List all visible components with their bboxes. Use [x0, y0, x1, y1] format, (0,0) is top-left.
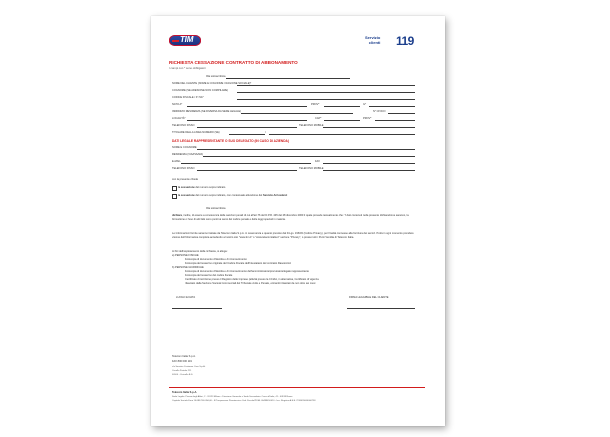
return-line-2: Casella Postale 211 [172, 370, 192, 372]
prov2-label: PROV* [363, 117, 372, 120]
return-line-1: c/o Servizio Customer Care S.p.A. [172, 366, 206, 368]
cap-field[interactable] [324, 120, 360, 121]
return-line-3: 00100 - Cinisello B.S. [172, 374, 194, 376]
declaration-text: , inoltre, di essere a conoscenza delle sanzioni penali di cui all'art.76 del D.P.R. 445 del 28 dicembre 2000 il quale prevede testualmente che: "I dati contenuti nella presente dichiarazione saranno, la formazione o l'uso di atti falsi sono puniti ai sensi del codice penale e delle leggi speciali in materia. [172, 214, 409, 221]
service-label [365, 36, 380, 45]
option-arrivederci-rest: del numero sopra indicato, con contestuale attivazione del [195, 194, 263, 197]
born-at-field[interactable] [187, 106, 307, 107]
footer-line-1: Sede Legale: Piazza degli Affari, 2 - 20123 Milano - Direzione Generale e Sede Secondaria: Corso d'Italia, 41 - 00198 Roma [172, 396, 293, 398]
line-owner-label: TITOLARE DELLA LINEA NUMERO (SE) [172, 131, 220, 134]
signature-label: FIRMA LEGGIBILE DEL CLIENTE [349, 296, 389, 299]
place-date-label: LUOGO E DATA [176, 296, 196, 299]
legal-attach-1: Fotocopia di documento d'identità e di riconoscimento dell'amministratore/procuratore/legale rappresentante [185, 270, 309, 273]
rep-name-label: NOME E COGNOME [172, 146, 197, 149]
natural-attach-1: Fotocopia di documento d'identità e di riconoscimento [185, 258, 247, 261]
place-date-field[interactable] [172, 308, 222, 309]
line-owner-field-2[interactable] [269, 134, 415, 135]
service-number: 119 [396, 34, 414, 48]
rep-phone-label: TELEFONO FISSO [172, 167, 195, 170]
rep-name-field[interactable] [197, 149, 415, 150]
birth-date-field[interactable] [369, 106, 415, 107]
phone-label: TELEFONO FISSO [172, 124, 195, 127]
footer-divider [169, 387, 425, 388]
address-field[interactable] [241, 113, 353, 114]
rep-phone-field[interactable] [197, 170, 297, 171]
logo-stripe [172, 40, 179, 42]
address-label: INDIRIZZO RESIDENZA (SE DIVERSA DA SEDE LEGALE) [172, 110, 242, 113]
cap-label: CAP* [315, 117, 322, 120]
legal-persons-header: b) PERSONE GIURIDICHE [172, 266, 204, 269]
rep-mobile-label: TELEFONO MOBILE [299, 167, 324, 170]
city-field[interactable] [187, 120, 307, 121]
line-owner-field-1[interactable] [229, 134, 265, 135]
rep-email-label: E-MAIL [172, 160, 181, 163]
intro-line [226, 78, 350, 79]
civic-label: N° CIVICO [373, 110, 386, 113]
prov-label: PROV* [311, 103, 320, 106]
civic-field[interactable] [388, 113, 415, 114]
option-arrivederci-checkbox[interactable] [172, 194, 177, 199]
option-cessation-checkbox[interactable] [172, 186, 177, 191]
return-fax: FAX 800 000 119 [172, 360, 192, 363]
customer-name-label: NOME DEL CLIENTE (NOME E COGNOME / RAGIONE SOCIALE)* [172, 82, 252, 85]
fiscal-code-label: CODICE FISCALE / P. IVA* [172, 96, 204, 99]
document-page [151, 16, 445, 426]
service-label-line-2: clienti [368, 39, 381, 45]
option-cessation-text [178, 186, 225, 189]
rep-residence-field[interactable] [203, 156, 415, 157]
return-company: Telecom Italia S.p.A. [172, 355, 196, 358]
declaration-verb: dichiara [172, 214, 182, 217]
tim-logo [169, 35, 201, 46]
natural-attach-2: Fotocopia del tesserino originale del Codice Fiscale dell'intestatario del contratto Rasoiocicci [185, 262, 292, 265]
legal-attach-2: Fotocopia del tesserino del codice fiscale [185, 274, 233, 277]
option-arrivederci-bold: la cessazione [178, 194, 195, 197]
option-arrivederci-text [178, 194, 287, 197]
customer-intro: Il/la sottoscritto/a [206, 75, 226, 78]
attachments-intro: Ai fini dell'espletamento della richiesta, si allega: [172, 250, 228, 253]
customer-birth-label: COGNOME (SE ADESIONE NON COMPILARE) [172, 89, 229, 92]
birth-date-label: IL* [363, 103, 367, 106]
declaration-intro: Il/la sottoscritto/a [206, 207, 226, 210]
rep-mobile-field[interactable] [323, 170, 415, 171]
customer-name-field[interactable] [237, 85, 415, 86]
rep-fax-field[interactable] [323, 163, 415, 164]
option-cessation-rest: del numero sopra indicato [195, 186, 226, 189]
arrivederci-service-name: Servizio Arrivederci [262, 194, 288, 197]
legal-attach-3: Certificato di iscrizione presso il Registro delle Imprese (attività presso la CCIAA, in alternativa, Certificato di vigenza [185, 278, 319, 281]
rep-residence-label: RESIDENZA (VIA/PIAZZA) [172, 153, 204, 156]
request-intro: con la presente chiede [172, 178, 199, 181]
service-label-line-1: Servizio [365, 35, 381, 40]
form-title: RICHIESTA CESSAZIONE CONTRATTO DI ABBONAMENTO [169, 60, 298, 65]
mobile-label: TELEFONO MOBILE [299, 124, 324, 127]
footer-company: Telecom Italia S.p.A. [172, 391, 198, 394]
representative-section-title: DATI LEGALE RAPPRESENTANTE O SUO DELEGATO (IN CASO DI AZIENDA) [172, 139, 289, 143]
declaration-paragraph [172, 214, 414, 222]
privacy-paragraph: Le Informazioni fornite saranno trattate da Telecom Italia S.p.A. in osservanza e quanto previsto dal D.Lgs. 196/03 (Codice Privacy), per finalità connesse alla fornitura dei servizi. Potrà in ogni momento prendere visione dell'informativa completa accedendo al nostro sito "www.tim.it" o "www.telecomitalia.it" sezione "Privacy", o presso tutti i Punti Vendita di Telecom Italia. [172, 232, 414, 239]
option-cessation-bold: la cessazione [178, 186, 195, 189]
legal-attach-4: rilasciato dalla Sezione Società Commerciali del Tribunale civile e Penale, entrambi rilasciati da non oltre sei mesi [185, 282, 316, 285]
rep-email-field[interactable] [181, 163, 311, 164]
born-at-label: NATO A* [172, 103, 183, 106]
form-subtitle: I campi con * sono obbligatori [169, 66, 206, 70]
signature-field[interactable] [347, 308, 415, 309]
prov-field[interactable] [324, 106, 360, 107]
fiscal-code-field[interactable] [237, 99, 415, 100]
phone-field[interactable] [197, 127, 297, 128]
footer-line-2: Capitale Sociale Euro 10.688.746.056,60 - R.Trasparenza Pinnotecnica Cod. Fiscale/P.IVA: 00488410010 - Iscr. Registro A.E.E. IT08020000000758 [172, 400, 316, 402]
city-label: LOCALITÀ* [172, 117, 186, 120]
mobile-field[interactable] [323, 127, 415, 128]
logo-text: TIM [180, 35, 194, 44]
customer-surname-field[interactable] [237, 92, 415, 93]
line-owner-slash: / [265, 131, 266, 134]
prov2-field[interactable] [375, 120, 415, 121]
natural-persons-header: a) PERSONE FISICHE [172, 254, 199, 257]
rep-fax-label: FAX [315, 160, 320, 163]
